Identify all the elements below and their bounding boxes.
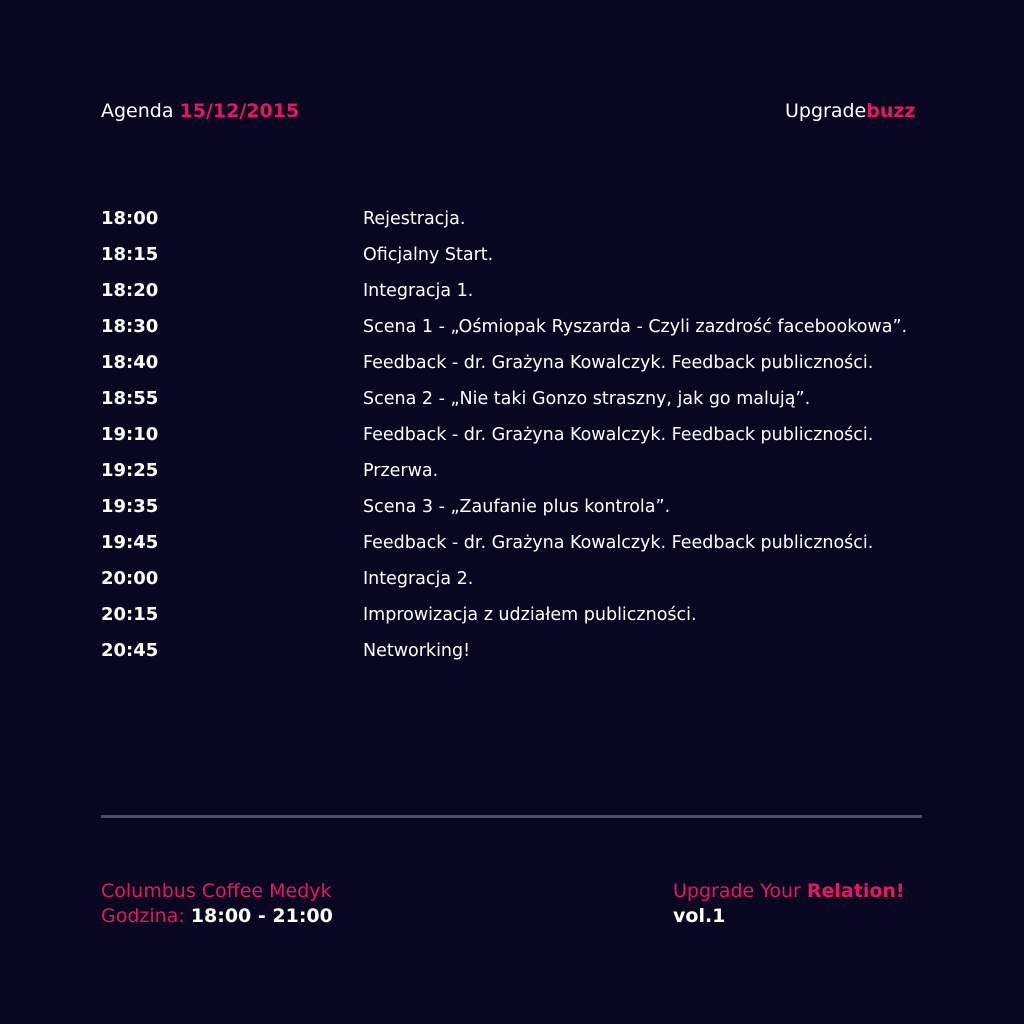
event-hours — [101, 904, 333, 929]
agenda-row — [101, 600, 981, 636]
agenda-time: 18:30 — [101, 316, 159, 337]
agenda-time: 20:00 — [101, 568, 159, 589]
agenda-time: 20:15 — [101, 604, 159, 625]
agenda-row — [101, 420, 981, 456]
event-info — [673, 879, 905, 929]
agenda-item: Oficjalny Start. — [363, 245, 494, 265]
agenda-row — [101, 564, 981, 600]
agenda-row — [101, 348, 981, 384]
agenda-item: Rejestracja. — [363, 209, 466, 229]
agenda-heading — [101, 99, 299, 123]
event-title — [673, 879, 905, 904]
agenda-row — [101, 204, 981, 240]
agenda-time: 20:45 — [101, 640, 159, 661]
event-highlight: Relation! — [806, 880, 905, 902]
agenda-item: Integracja 1. — [363, 281, 474, 301]
agenda-item: Networking! — [363, 641, 471, 661]
agenda-time: 18:00 — [101, 208, 159, 229]
hours-value: 18:00 - 21:00 — [190, 905, 333, 927]
agenda-row — [101, 276, 981, 312]
agenda-date: 15/12/2015 — [179, 100, 300, 122]
agenda-row — [101, 528, 981, 564]
agenda-item: Feedback - dr. Grażyna Kowalczyk. Feedback publiczności. — [363, 533, 874, 553]
agenda-row — [101, 456, 981, 492]
agenda-time: 19:25 — [101, 460, 159, 481]
agenda-time: 19:45 — [101, 532, 159, 553]
agenda-item: Improwizacja z udziałem publiczności. — [363, 605, 697, 625]
agenda-row — [101, 240, 981, 276]
event-prefix: Upgrade Your — [673, 880, 801, 902]
agenda-item: Integracja 2. — [363, 569, 474, 589]
divider — [101, 815, 922, 818]
agenda-item: Scena 1 - „Ośmiopak Ryszarda - Czyli zazdrość facebookowa”. — [363, 317, 908, 337]
agenda-item: Scena 3 - „Zaufanie plus kontrola”. — [363, 497, 671, 517]
agenda-time: 18:40 — [101, 352, 159, 373]
agenda-list — [101, 204, 981, 672]
agenda-item: Feedback - dr. Grażyna Kowalczyk. Feedback publiczności. — [363, 353, 874, 373]
venue-info — [101, 879, 333, 929]
agenda-time: 19:10 — [101, 424, 159, 445]
hours-label: Godzina: — [101, 905, 185, 927]
agenda-row — [101, 492, 981, 528]
agenda-row — [101, 636, 981, 672]
agenda-label: Agenda — [101, 100, 174, 122]
brand-prefix: Upgrade — [785, 100, 867, 122]
agenda-item: Feedback - dr. Grażyna Kowalczyk. Feedback publiczności. — [363, 425, 874, 445]
agenda-item: Przerwa. — [363, 461, 439, 481]
agenda-item: Scena 2 - „Nie taki Gonzo straszny, jak go malują”. — [363, 389, 811, 409]
brand-logo — [785, 99, 915, 123]
agenda-time: 18:55 — [101, 388, 159, 409]
brand-suffix: buzz — [866, 100, 916, 122]
agenda-time: 18:20 — [101, 280, 159, 301]
agenda-row — [101, 384, 981, 420]
agenda-time: 19:35 — [101, 496, 159, 517]
agenda-row — [101, 312, 981, 348]
agenda-time: 18:15 — [101, 244, 159, 265]
event-edition: vol.1 — [673, 905, 726, 927]
venue-name: Columbus Coffee Medyk — [101, 880, 332, 902]
